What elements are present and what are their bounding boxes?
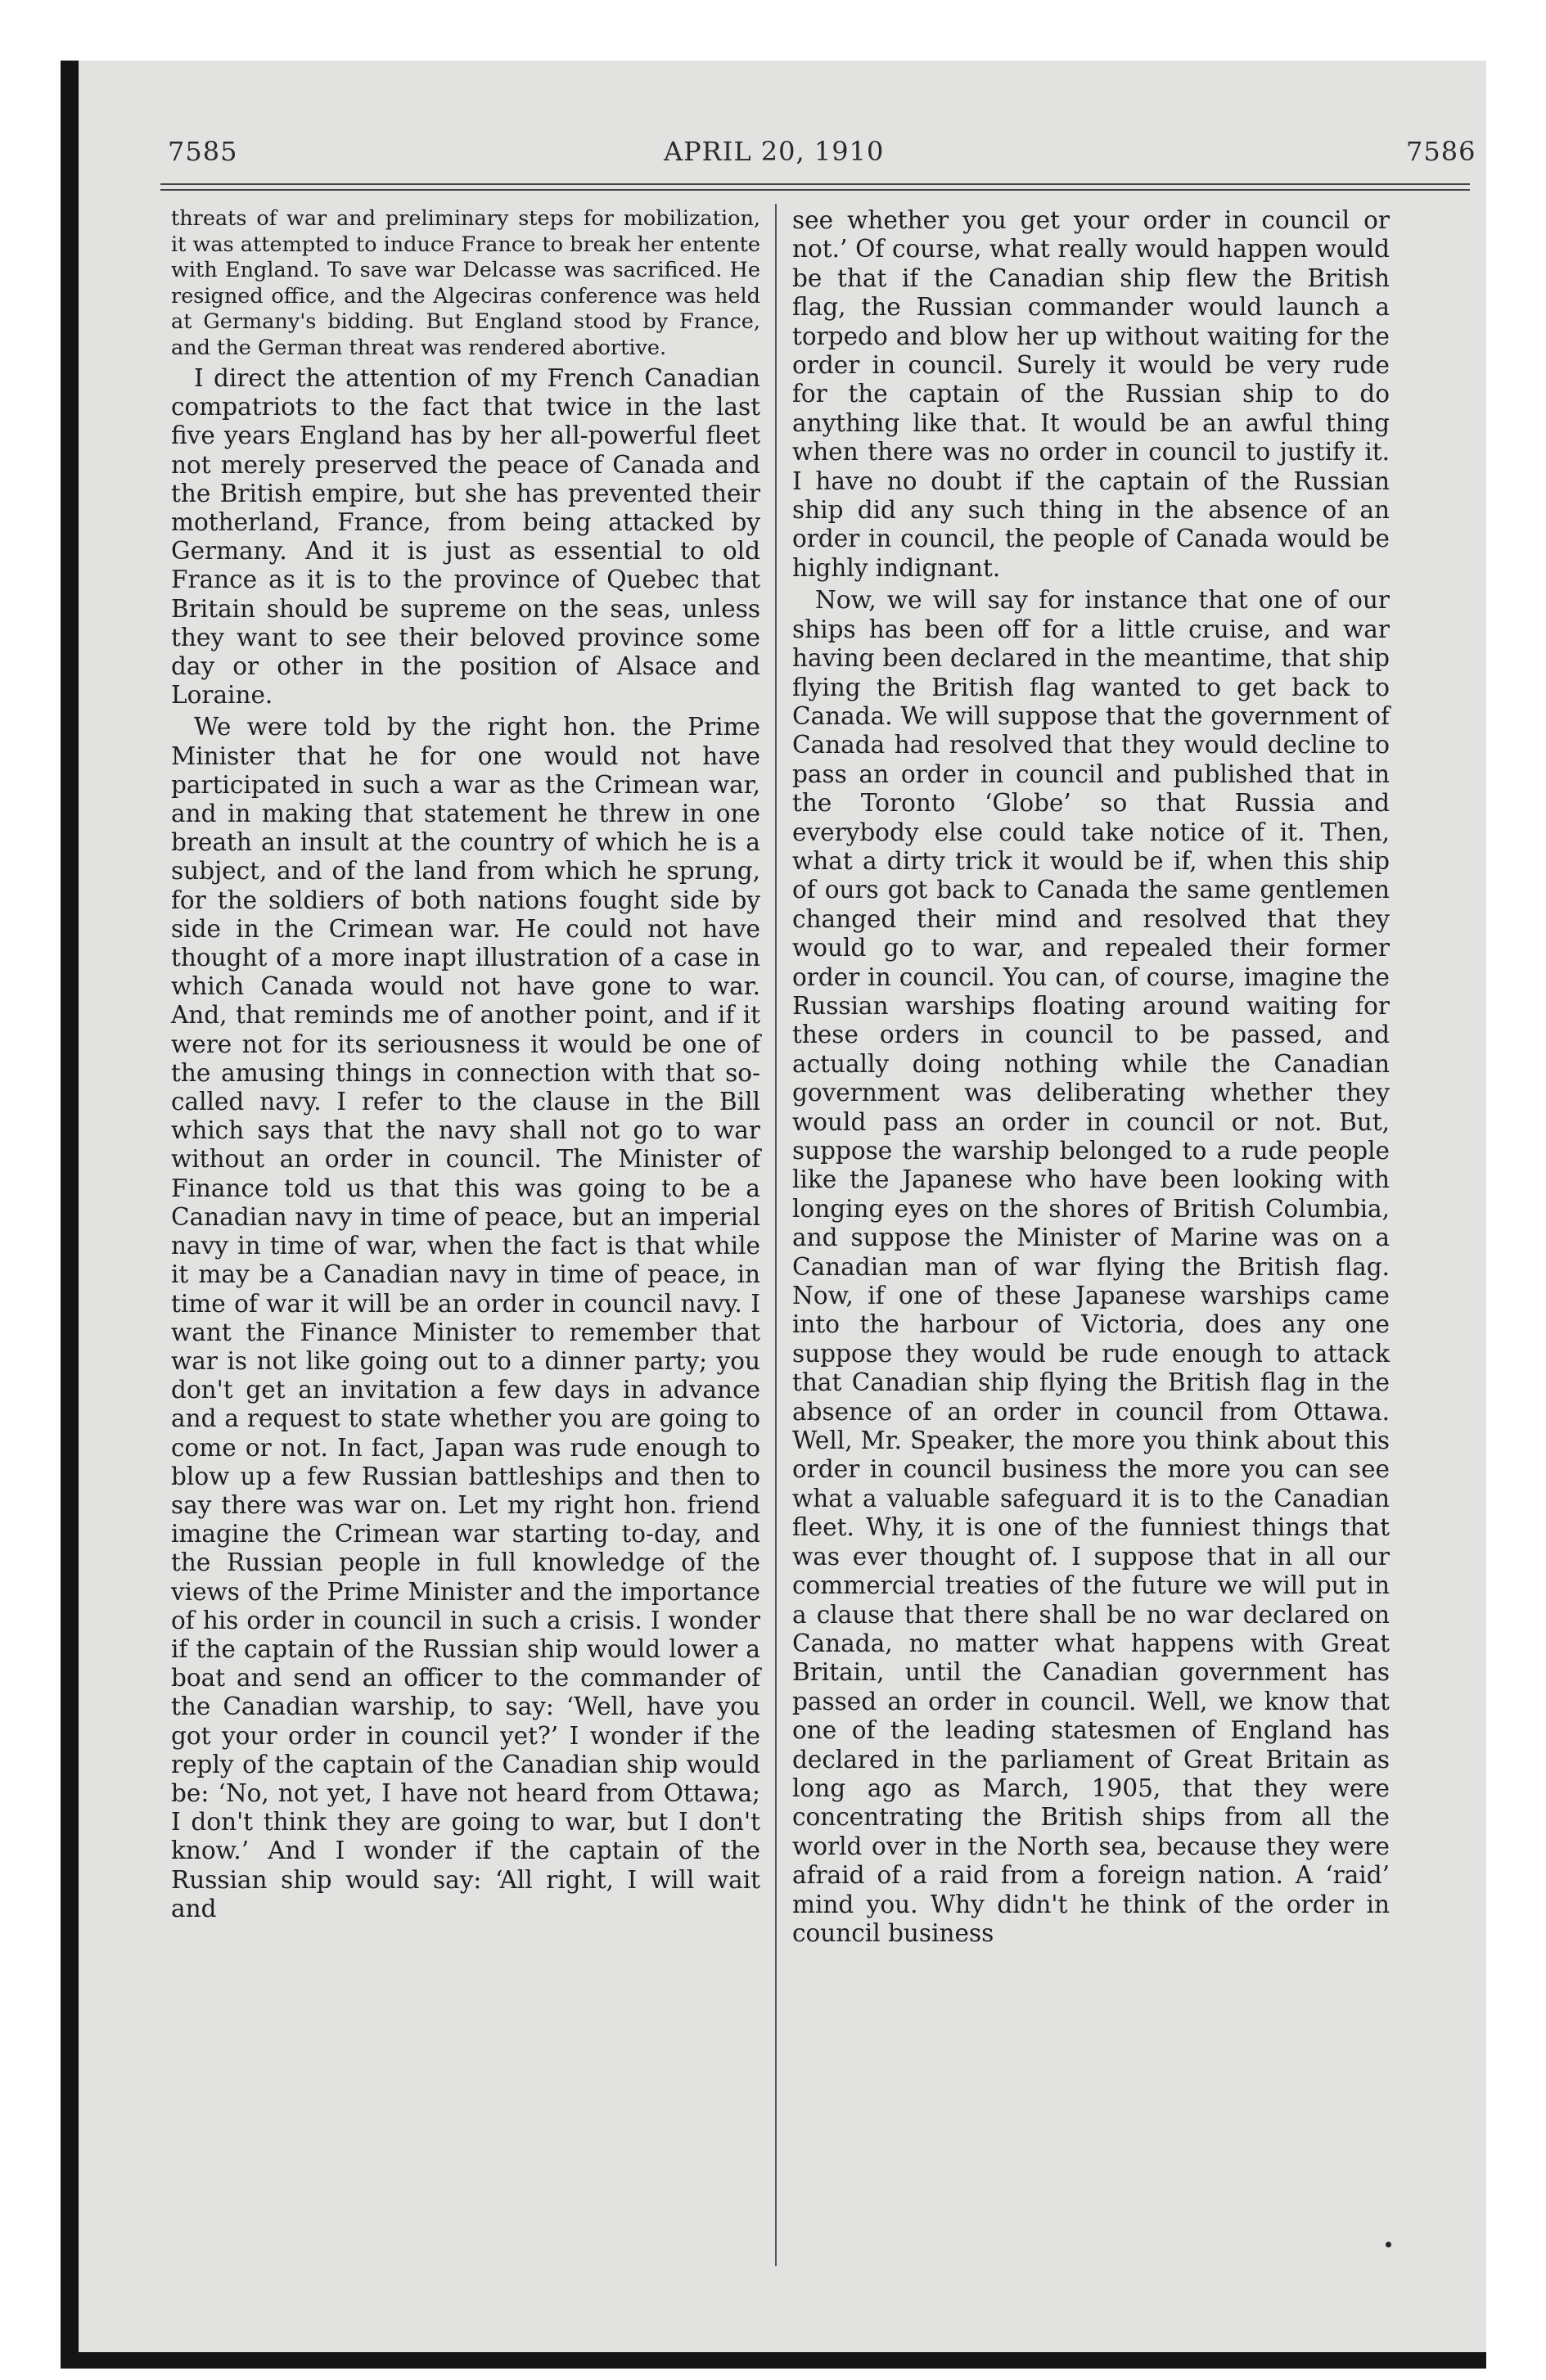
scanned-page [79,61,1486,2352]
paragraph: threats of war and preliminary steps for mobilization, it was attempted to induce France to break her entente with England. To save war Delcasse was sacrificed. He resigned office, and the Algeciras conference was held at Germany's bidding. But England stood by France, and the German threat was rendered abortive. [171,206,760,360]
column-divider [775,204,777,2266]
paragraph: see whether you get your order in council or not.’ Of course, what really would happen would be that if the Canadian ship flew the British flag, the Russian commander would launch a torpedo and blow her up without waiting for the order in council. Surely it would be very rude for the captain of the Russian ship to do anything like that. It would be an awful thing when there was no order in council to justify it. I have no doubt if the captain of the Russian ship did any such thing in the absence of an order in council, the people of Canada would be highly indignant. [792,206,1390,582]
page-date-header: APRIL 20, 1910 [664,136,885,167]
header-rule-bottom [160,189,1470,191]
right-column [792,206,1390,1948]
page-number-right: 7586 [1406,136,1476,167]
ink-speck [1386,2242,1391,2247]
header-rule-top [160,183,1470,185]
paragraph: We were told by the right hon. the Prime Minister that he for one would not have participated in such a war as the Crimean war, and in making that statement he threw in one breath an insult at the country of which he is a subject, and of the land from which he sprung, for the soldiers of both nations fought side by side in the Crimean war. He could not have thought of a more inapt illustration of a case in which Canada would not have gone to war. And, that reminds me of another point, and if it were not for its seriousness it would be one of the amusing things in connection with that so-called navy. I refer to the clause in the Bill which says that the navy shall not go to war without an order in council. The Minister of Finance told us that this was going to be a Canadian navy in time of peace, but an imperial navy in time of war, when the fact is that while it may be a Canadian navy in time of peace, in time of war it will be an order in council navy. I want the Finance Minister to remember that war is not like going out to a dinner party; you don't get an invitation a few days in advance and a request to state whether you are going to come or not. In fact, Japan was rude enough to blow up a few Russian battleships and then to say there was war on. Let my right hon. friend imagine the Crimean war starting to-day, and the Russian people in full knowledge of the views of the Prime Minister and the importance of his order in council in such a crisis. I wonder if the captain of the Russian ship would lower a boat and send an officer to the commander of the Canadian warship, to say: ‘Well, have you got your order in council yet?’ I wonder if the reply of the captain of the Canadian ship would be: ‘No, not yet, I have not heard from Ottawa; I don't think they are going to war, but I don't know.’ And I wonder if the captain of the Russian ship would say: ‘All right, I will wait and [171,713,760,1922]
left-column [171,206,760,1923]
page-number-left: 7585 [168,136,238,167]
paragraph: Now, we will say for instance that one of our ships has been off for a little cruise, and war having been declared in the meantime, that ship flying the British flag wanted to get back to Canada. We will suppose that the government of Canada had resolved that they would decline to pass an order in council and published that in the Toronto ‘Globe’ so that Russia and everybody else could take notice of it. Then, what a dirty trick it would be if, when this ship of ours got back to Canada the same gentlemen changed their mind and resolved that they would go to war, and repealed their former order in council. You can, of course, imagine the Russian warships floating around waiting for these orders in council to be passed, and actually doing nothing while the Canadian government was deliberating whether they would pass an order in council or not. But, suppose the warship belonged to a rude people like the Japanese who have been looking with longing eyes on the shores of British Columbia, and suppose the Minister of Marine was on a Canadian man of war flying the British flag. Now, if one of these Japanese warships came into the harbour of Victoria, does any one suppose they would be rude enough to attack that Canadian ship flying the British flag in the absence of an order in council from Ottawa. Well, Mr. Speaker, the more you think about this order in council business the more you can see what a valuable safeguard it is to the Canadian fleet. Why, it is one of the funniest things that was ever thought of. I suppose that in all our commercial treaties of the future we will put in a clause that there shall be no war declared on Canada, no matter what happens with Great Britain, until the Canadian government has passed an order in council. Well, we know that one of the leading statesmen of England has declared in the parliament of Great Britain as long ago as March, 1905, that they were concentrating the British ships from all the world over in the North sea, because they were afraid of a raid from a foreign nation. A ‘raid’ mind you. Why didn't he think of the order in council business [792,586,1390,1947]
paragraph: I direct the attention of my French Canadian compatriots to the fact that twice in the last five years England has by her all-powerful fleet not merely preserved the peace of Canada and the British empire, but she has prevented their motherland, France, from being attacked by Germany. And it is just as essential to old France as it is to the province of Quebec that Britain should be supreme on the seas, unless they want to see their beloved province some day or other in the position of Alsace and Loraine. [171,364,760,710]
